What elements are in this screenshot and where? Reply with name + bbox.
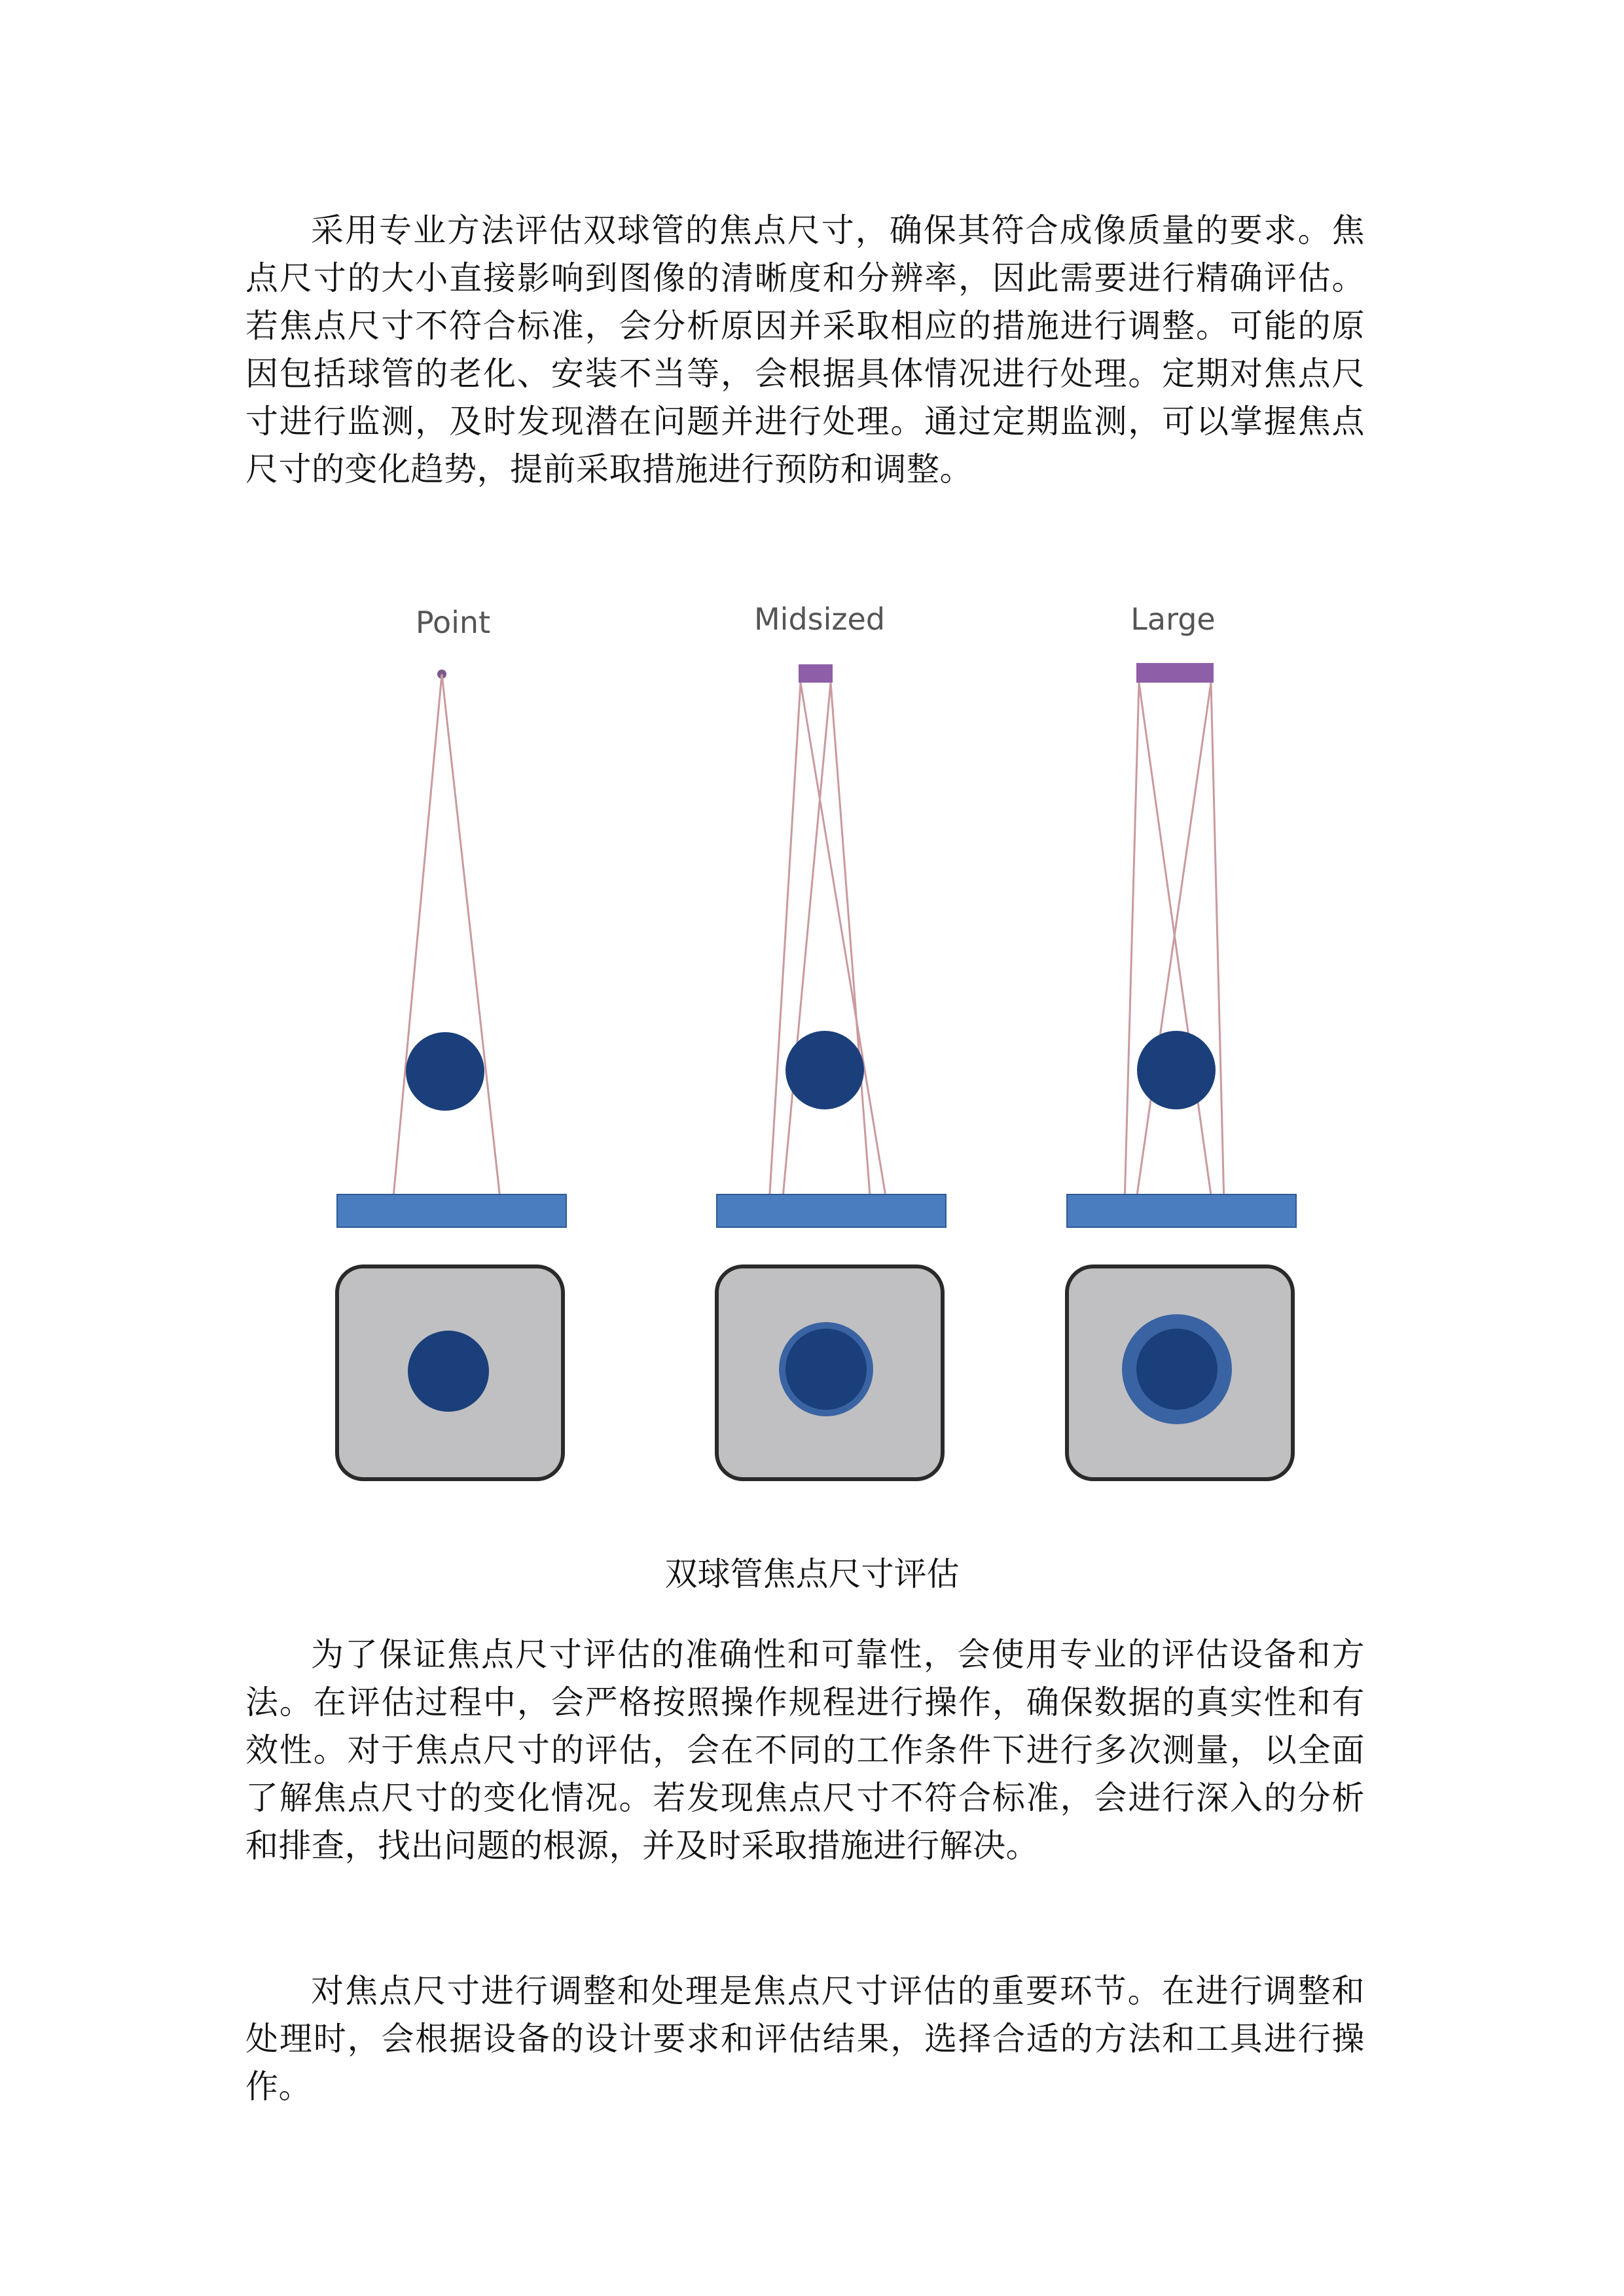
object-midsized [785,1031,864,1109]
body-paragraph-1: 采用专业方法评估双球管的焦点尺寸，确保其符合成像质量的要求。焦点尺寸的大小直接影响到图像的清晰度和分辨率，因此需要进行精确评估。若焦点尺寸不符合标准，会分析原因并采取相应的措施进行调整。可能的原因包括球管的老化、安装不当等，会根据具体情况进行处理。定期对焦点尺寸进行监测，及时发现潜在问题并进行处理。通过定期监测，可以掌握焦点尺寸的变化趋势，提前采取措施进行预防和调整。 [245,211,1365,488]
panel-label-midsized: Midsized [753,601,886,637]
panel-label-point: Point [415,605,491,640]
panel-point [337,605,566,1479]
image-spot-point [408,1331,489,1412]
body-paragraph-3: 对焦点尺寸进行调整和处理是焦点尺寸评估的重要环节。在进行调整和处理时，会根据设备的设计要求和评估结果，选择合适的方法和工具进行操作。 [245,1972,1365,2106]
image-spot-large [1136,1329,1218,1410]
rays-point [393,674,501,1204]
focal-spot-large [1136,663,1214,683]
image-spot-midsized [785,1329,867,1410]
detector-large [1067,1194,1296,1227]
body-paragraph-2: 为了保证焦点尺寸评估的准确性和可靠性，会使用专业的评估设备和方法。在评估过程中，会严格按照操作规程进行操作，确保数据的真实性和有效性。对于焦点尺寸的评估，会在不同的工作条件下进行多次测量，以全面了解焦点尺寸的变化情况。若发现焦点尺寸不符合标准，会进行深入的分析和排查，找出问题的根源，并及时采取措施进行解决。 [245,1636,1365,1865]
focal-spot-figure [288,576,1362,1538]
focal-spot-diagram [288,576,1362,1538]
rays-large [1125,683,1224,1204]
detector-midsized [717,1194,946,1227]
panel-label-large: Large [1130,601,1216,637]
object-large [1137,1031,1216,1109]
rays-midsized [769,683,887,1204]
figure-caption: 双球管焦点尺寸评估 [664,1555,960,1593]
detector-point [337,1194,566,1227]
panel-large [1067,601,1296,1479]
object-point [406,1032,484,1111]
panel-midsized [717,601,946,1479]
focal-spot-midsized [799,664,833,683]
